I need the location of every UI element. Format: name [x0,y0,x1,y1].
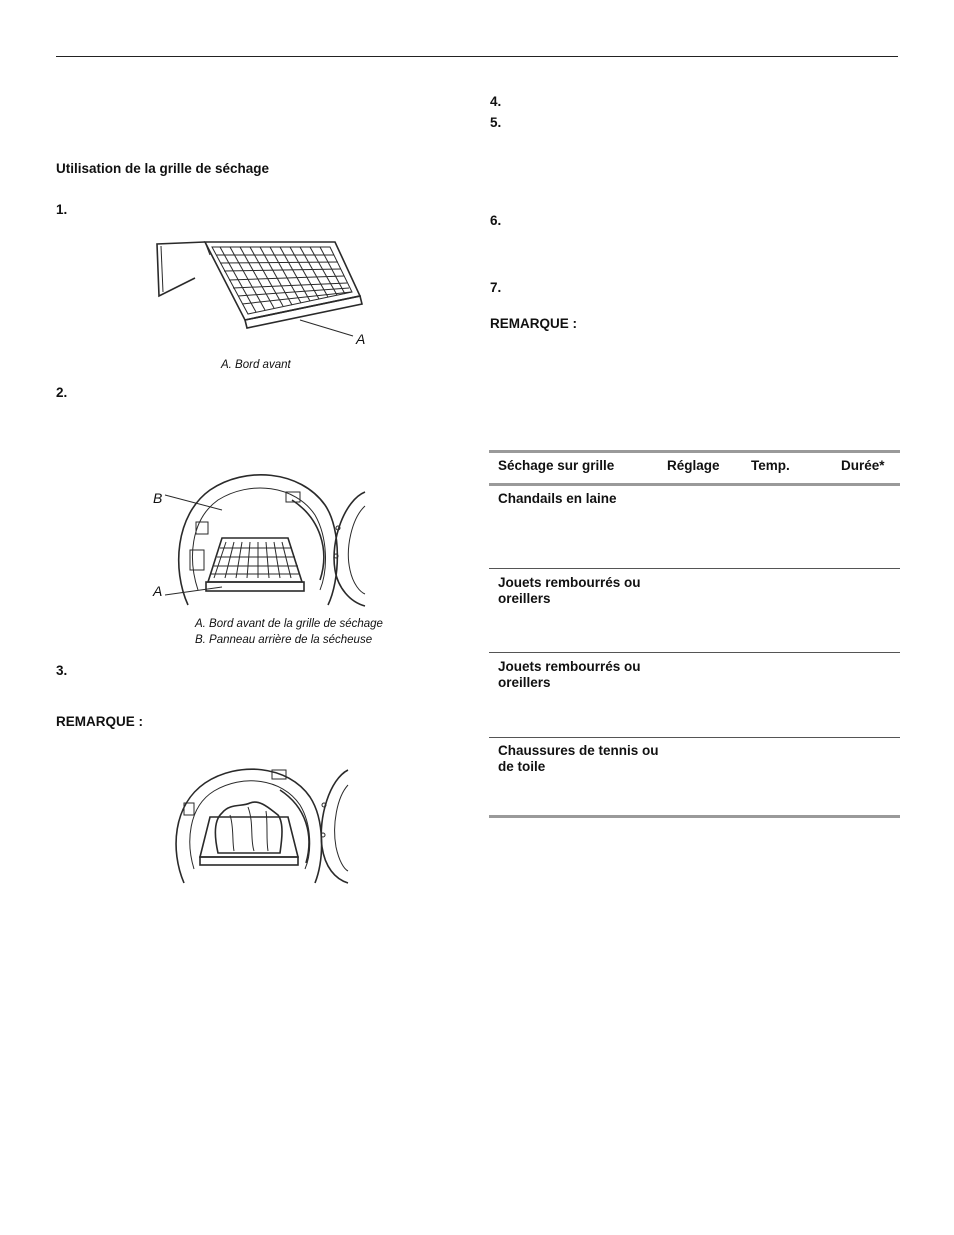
table-row-1: Chandails en laine [498,491,617,506]
rack-drying-table [489,450,900,820]
step-2-number: 2. [56,385,68,400]
figure2-caption-b: B. Panneau arrière de la sécheuse [195,634,373,646]
step-4-number: 4. [490,94,502,109]
table-header-item: Séchage sur grille [498,458,615,473]
table-row-divider [489,737,900,738]
step-1-number: 1. [56,202,68,217]
table-top-rule [489,450,900,453]
drying-rack-illustration [150,230,380,350]
table-header-temp: Temp. [751,458,790,473]
table-row-4: Chaussures de tennis ou de toile [498,743,659,774]
section-heading: Utilisation de la grille de séchage [56,161,270,176]
figure2-callout-b: B [153,490,163,506]
dryer-with-rack-illustration [170,470,370,610]
note-right-label: REMARQUE : [490,316,577,331]
table-header-setting: Réglage [667,458,720,473]
table-header-rule [489,483,900,486]
step-7-number: 7. [490,280,502,295]
step-3-number: 3. [56,663,68,678]
figure2-caption-a: A. Bord avant de la grille de séchage [195,618,383,630]
figure1-caption: A. Bord avant [221,359,291,371]
table-header-duration: Durée* [841,458,885,473]
step-5-number: 5. [490,115,502,130]
table-row-divider [489,652,900,653]
table-row-2: Jouets rembourrés ou oreillers [498,575,641,606]
table-row-3: Jouets rembourrés ou oreillers [498,659,641,690]
note-left-label: REMARQUE : [56,714,143,729]
table-row-divider [489,568,900,569]
top-rule [56,56,898,57]
dryer-with-item-illustration [170,765,355,887]
figure1-callout-a: A [356,331,366,347]
table-bottom-rule [489,815,900,818]
step-6-number: 6. [490,213,502,228]
figure2-callout-a: A [153,583,163,599]
